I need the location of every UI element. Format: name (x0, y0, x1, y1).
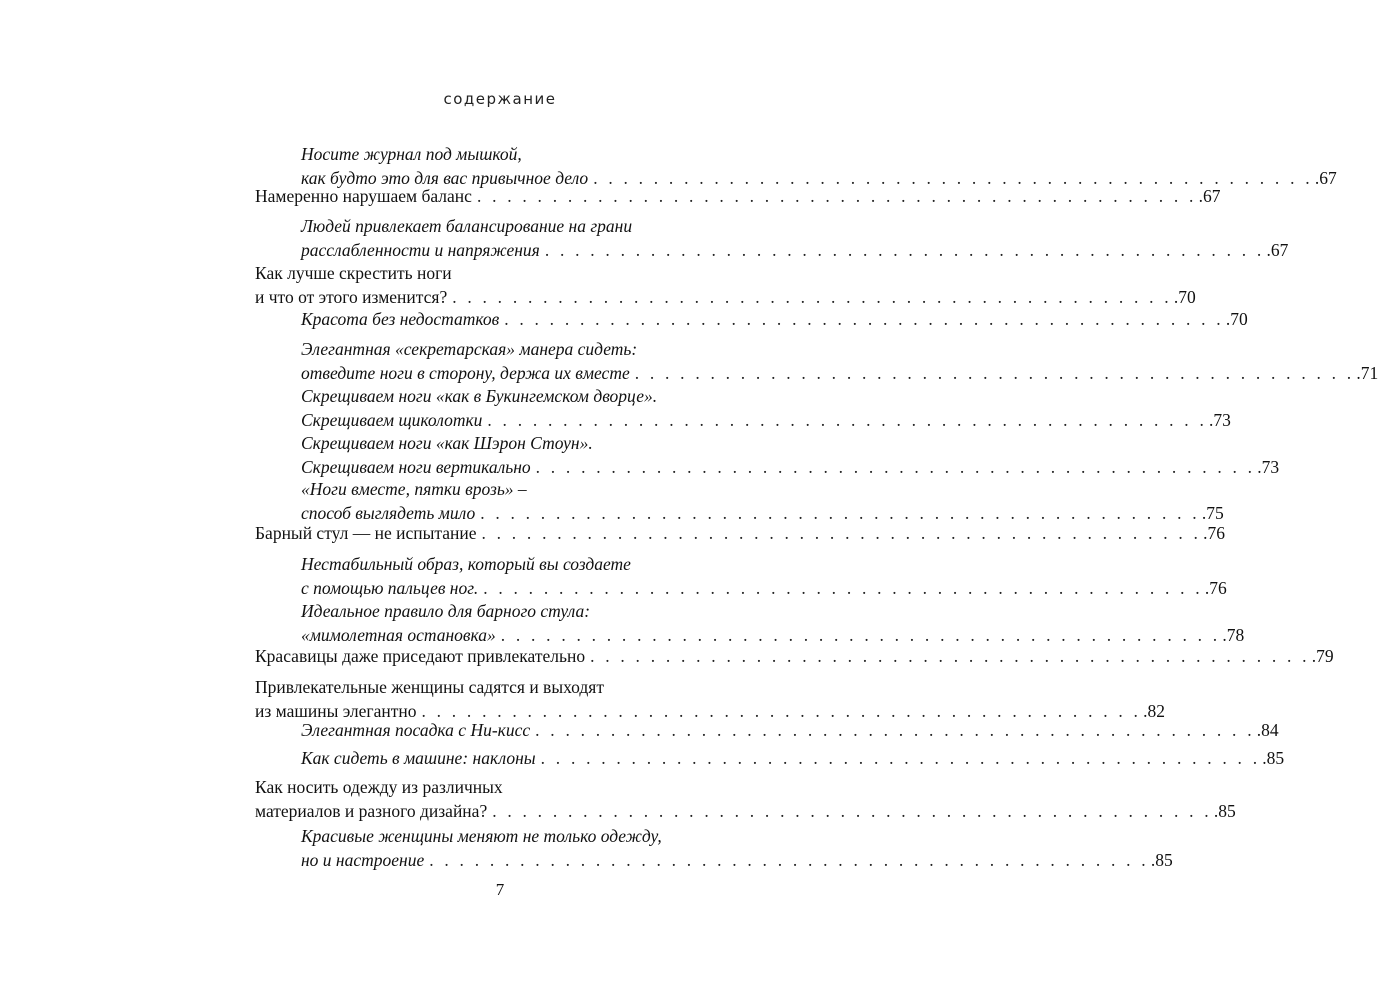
toc-subentry (301, 143, 1337, 190)
toc-entry (255, 185, 1221, 209)
toc-entry-title: «мимолетная остановка» (301, 624, 496, 645)
toc-entry-line: Как носить одежду из различных (255, 777, 503, 797)
toc-entry-title: но и настроение (301, 849, 425, 870)
toc-subentry (301, 719, 1279, 743)
toc-subentry (301, 215, 1289, 262)
toc-subentry (301, 825, 1173, 872)
toc-entry (255, 645, 1334, 669)
toc-entry-title: Красавицы даже приседают привлекательно (255, 646, 586, 666)
toc-entry-title: расслабленности и напряжения (301, 239, 540, 260)
toc-page-number: .85 (1150, 849, 1173, 870)
toc-entry-line: Нестабильный образ, который вы создаете (301, 554, 631, 574)
dot-leader: . . . . . . . . . . . . . . . . . . . . . . . . . . . . . . . . . . . . . . . . . . . . . . . . (452, 286, 1172, 307)
page-number: 7 (495, 880, 505, 899)
toc-entry-line: Носите журнал под мышкой, (301, 144, 522, 164)
toc-entry-title: Скрещиваем щиколотки (301, 409, 483, 430)
dot-leader: . . . . . . . . . . . . . . . . . . . . . . . . . . . . . . . . . . . . . . . . . . . . . . . . (590, 646, 1310, 666)
dot-leader: . . . . . . . . . . . . . . . . . . . . . . . . . . . . . . . . . . . . . . . . . . . . . . . . (500, 624, 1221, 645)
toc-subentry (301, 385, 1231, 432)
toc-page-number: .82 (1143, 700, 1165, 721)
toc-page-number: .70 (1173, 286, 1196, 307)
toc-page-number: .67 (1314, 167, 1337, 188)
toc-subentry (301, 553, 1227, 600)
toc-entry (255, 776, 1236, 823)
dot-leader: . . . . . . . . . . . . . . . . . . . . . . . . . . . . . . . . . . . . . . . . . . . . . . . . (421, 700, 1142, 721)
toc-entry-title: материалов и разного дизайна? (255, 800, 488, 821)
toc-entry-line: Скрещиваем ноги «как Шэрон Стоун». (301, 433, 593, 453)
dot-leader: . . . . . . . . . . . . . . . . . . . . . . . . . . . . . . . . . . . . . . . . . . . . . . . . (483, 577, 1203, 598)
toc-entry-title: как будто это для вас привычное дело (301, 167, 589, 188)
dot-leader: . . . . . . . . . . . . . . . . . . . . . . . . . . . . . . . . . . . . . . . . . . . . . . . . (476, 186, 1197, 206)
toc-subentry (301, 432, 1280, 479)
dot-leader: . . . . . . . . . . . . . . . . . . . . . . . . . . . . . . . . . . . . . . . . . . . . . . . . (492, 800, 1212, 821)
toc-entry-title: Скрещиваем ноги вертикально (301, 456, 531, 477)
toc-page-number: .75 (1201, 502, 1224, 523)
toc-subentry (301, 478, 1224, 525)
toc-entry-title: с помощью пальцев ног. (301, 577, 479, 598)
toc-entry-line: Привлекательные женщины садятся и выходят (255, 677, 605, 697)
toc-entry-line: Элегантная «секретарская» манера сидеть: (301, 339, 638, 359)
toc-page-number: .70 (1225, 309, 1248, 329)
running-header: содержание (443, 90, 557, 108)
toc-page-number: .76 (1204, 577, 1227, 598)
toc-page-number: .85 (1213, 800, 1236, 821)
dot-leader: . . . . . . . . . . . . . . . . . . . . . . . . . . . . . . . . . . . . . . . . . . . . . . . . (481, 523, 1202, 543)
toc-page-number: .79 (1311, 646, 1334, 666)
dot-leader: . . . . . . . . . . . . . . . . . . . . . . . . . . . . . . . . . . . . . . . . . . . . . . . . (634, 362, 1355, 383)
toc-page-number: .76 (1203, 523, 1225, 543)
toc-entry-line: Скрещиваем ноги «как в Букингемском дворце». (301, 386, 658, 406)
toc-page-number: .73 (1257, 456, 1280, 477)
dot-leader: . . . . . . . . . . . . . . . . . . . . . . . . . . . . . . . . . . . . . . . . . . . . . . . . (429, 849, 1149, 870)
toc-entry (255, 522, 1225, 546)
toc-entry (255, 262, 1196, 309)
toc-subentry (301, 747, 1285, 771)
toc-entry-line: Как лучше скрестить ноги (255, 263, 452, 283)
toc-entry-title: из машины элегантно (255, 700, 417, 721)
toc-page-number: .71 (1356, 362, 1378, 383)
dot-leader: . . . . . . . . . . . . . . . . . . . . . . . . . . . . . . . . . . . . . . . . . . . . . . . . (480, 502, 1200, 523)
toc-subentry (301, 600, 1245, 647)
toc-entry-title: Барный стул — не испытание (255, 523, 477, 543)
dot-leader: . . . . . . . . . . . . . . . . . . . . . . . . . . . . . . . . . . . . . . . . . . . . . . . . (535, 456, 1256, 477)
toc-entry-title: отведите ноги в сторону, держа их вместе (301, 362, 630, 383)
toc-entry-title: Элегантная посадка с Ни-кисс (301, 720, 531, 740)
toc-entry-line: Красивые женщины меняют не только одежду, (301, 826, 662, 846)
dot-leader: . . . . . . . . . . . . . . . . . . . . . . . . . . . . . . . . . . . . . . . . . . . . . . . . (504, 309, 1224, 329)
toc-entry-title: Как сидеть в машине: наклоны (301, 748, 536, 768)
toc-page-number: .84 (1256, 720, 1279, 740)
dot-leader: . . . . . . . . . . . . . . . . . . . . . . . . . . . . . . . . . . . . . . . . . . . . . . . . (487, 409, 1208, 430)
toc-entry-title: и что от этого изменится? (255, 286, 448, 307)
toc-page-number: .67 (1198, 186, 1221, 206)
toc-subentry (301, 308, 1248, 332)
toc-page-number: .67 (1266, 239, 1289, 260)
toc-entry (255, 676, 1165, 723)
toc-page-number: .85 (1262, 748, 1285, 768)
toc-subentry (301, 338, 1378, 385)
toc-entry-title: Красота без недостатков (301, 309, 500, 329)
toc-entry-title: Намеренно нарушаем баланс (255, 186, 472, 206)
toc-page-number: .78 (1222, 624, 1245, 645)
dot-leader: . . . . . . . . . . . . . . . . . . . . . . . . . . . . . . . . . . . . . . . . . . . . . . . . (544, 239, 1265, 260)
dot-leader: . . . . . . . . . . . . . . . . . . . . . . . . . . . . . . . . . . . . . . . . . . . . . . . . (540, 748, 1261, 768)
toc-entry-line: «Ноги вместе, пятки врозь» – (301, 479, 527, 499)
toc-page-number: .73 (1209, 409, 1231, 430)
dot-leader: . . . . . . . . . . . . . . . . . . . . . . . . . . . . . . . . . . . . . . . . . . . . . . . . (593, 167, 1313, 188)
toc-entry-line: Людей привлекает балансирование на грани (301, 216, 633, 236)
dot-leader: . . . . . . . . . . . . . . . . . . . . . . . . . . . . . . . . . . . . . . . . . . . . . . . . (535, 720, 1255, 740)
toc-entry-title: способ выглядеть мило (301, 502, 476, 523)
toc-entry-line: Идеальное правило для барного стула: (301, 601, 591, 621)
